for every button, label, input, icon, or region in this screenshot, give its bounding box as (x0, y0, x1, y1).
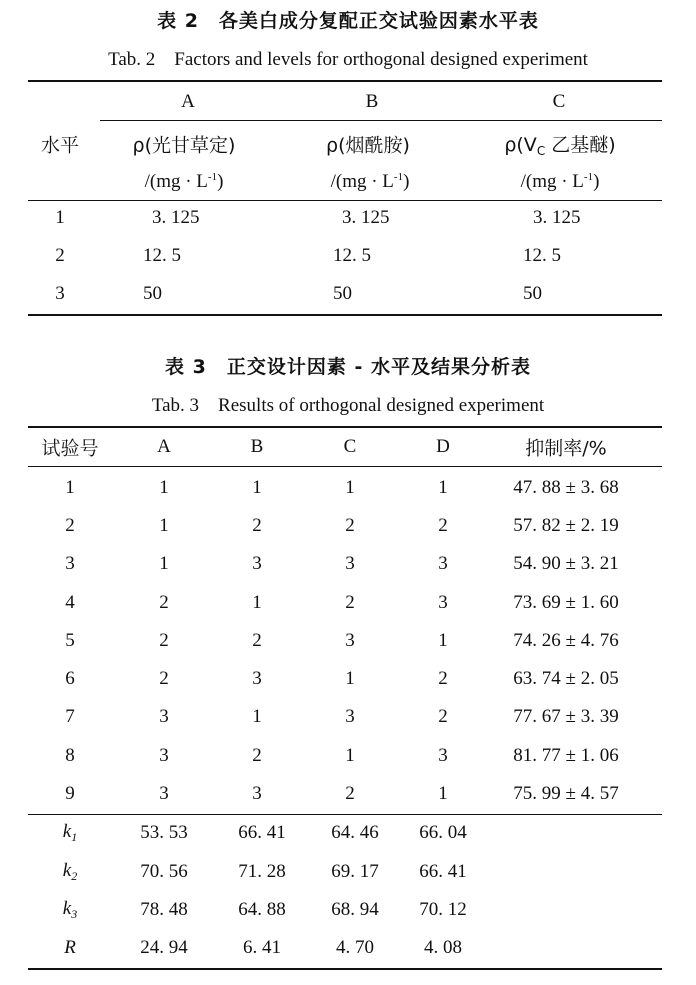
table3-stat-b: 71. 28 (238, 861, 286, 882)
table3-cell-b: 3 (252, 668, 262, 689)
table2-row3-level: 3 (55, 283, 65, 304)
table3-cell-a: 1 (159, 515, 169, 536)
table3-header-c: C (343, 436, 357, 457)
table3-stat-a: 70. 56 (140, 861, 188, 882)
table3-stats-rule (28, 814, 662, 815)
table3-cell-a: 1 (159, 477, 169, 498)
table3-cell-a: 2 (159, 668, 169, 689)
table2-factor-c-name: $\rho(V_C$ 乙基醚) (504, 134, 616, 158)
table3-header-trial: 试验号 (41, 437, 99, 460)
table3-stat-b: 66. 41 (238, 822, 286, 843)
table3-cell-trial: 7 (65, 706, 75, 727)
table3-cell-a: 2 (159, 592, 169, 613)
table3-cell-a: 1 (159, 553, 169, 574)
table3-header-rule (28, 466, 662, 467)
table3-top-rule (28, 426, 662, 428)
table3-title-en: Tab. 3 Results of orthogonal designed experiment (151, 395, 545, 416)
table3-cell-a: 3 (159, 745, 169, 766)
table3-cell-c: 3 (345, 630, 355, 651)
table3-header-a: A (157, 436, 171, 457)
table3-cell-a: 2 (159, 630, 169, 651)
table2-title-en: Tab. 2 Factors and levels for orthogonal designed experiment (108, 49, 588, 70)
table3-header-d: D (436, 436, 450, 457)
table2-row2-level: 2 (55, 245, 65, 266)
table3-stat-a: 53. 53 (140, 822, 188, 843)
table2-row1-c: 3. 125 (533, 207, 581, 228)
table3-cell-trial: 6 (65, 668, 75, 689)
table2-factor-c-unit: $/(mg \cdot L^{-1})$ (520, 171, 600, 192)
table3-cell-inhibition: 47. 88 ± 3. 68 (513, 477, 619, 498)
table3-stat-d: 70. 12 (419, 899, 467, 920)
table2-factor-c-letter: C (552, 91, 566, 112)
table3-cell-b: 1 (252, 592, 262, 613)
table3-cell-d: 1 (438, 477, 448, 498)
table3-cell-d: 2 (438, 668, 448, 689)
table2-factor-a-unit: $/(mg \cdot L^{-1})$ (144, 171, 224, 192)
table3-cell-inhibition: 75. 99 ± 4. 57 (513, 783, 619, 804)
table2-factor-b-unit: $/(mg \cdot L^{-1})$ (330, 171, 410, 192)
table3-cell-b: 2 (252, 630, 262, 651)
table2-row3-b: 50 (333, 283, 352, 304)
table2-header-rule (28, 200, 662, 201)
table2-row1-a: 3. 125 (152, 207, 200, 228)
table3-stat-label: $k_1$ (62, 821, 78, 844)
table3-cell-trial: 2 (65, 515, 75, 536)
table3-header-b: B (250, 436, 264, 457)
table3-bottom-rule (28, 968, 662, 970)
table3-cell-b: 2 (252, 515, 262, 536)
table2-row3-a: 50 (143, 283, 162, 304)
table3-cell-b: 2 (252, 745, 262, 766)
table2-row2-c: 12. 5 (523, 245, 561, 266)
table2-row-header: 水平 (40, 134, 80, 157)
table2-factor-a-name: ρ(光甘草定) (132, 134, 236, 157)
table3-cell-b: 1 (252, 706, 262, 727)
table3-cell-trial: 1 (65, 477, 75, 498)
table2-row2-b: 12. 5 (333, 245, 371, 266)
table3-stat-c: 4. 70 (336, 937, 374, 958)
table3-stat-a: 78. 48 (140, 899, 188, 920)
table3-cell-a: 3 (159, 706, 169, 727)
table3-cell-c: 1 (345, 668, 355, 689)
table3-cell-d: 2 (438, 515, 448, 536)
table3-stat-label: $k_2$ (62, 860, 78, 883)
table3-cell-c: 1 (345, 477, 355, 498)
table3-cell-inhibition: 81. 77 ± 1. 06 (513, 745, 619, 766)
table3-cell-inhibition: 63. 74 ± 2. 05 (513, 668, 619, 689)
table3-stat-c: 68. 94 (331, 899, 379, 920)
table3-cell-d: 3 (438, 553, 448, 574)
table3-cell-inhibition: 54. 90 ± 3. 21 (513, 553, 619, 574)
table3-stat-c: 64. 46 (331, 822, 379, 843)
table3-cell-trial: 8 (65, 745, 75, 766)
table3-cell-b: 3 (252, 553, 262, 574)
table3-stat-label: $k_3$ (62, 898, 78, 921)
table3-cell-d: 1 (438, 783, 448, 804)
table3-cell-c: 2 (345, 783, 355, 804)
table3-stat-d: 66. 41 (419, 861, 467, 882)
table3-cell-trial: 4 (65, 592, 75, 613)
table3-cell-trial: 9 (65, 783, 75, 804)
table3-cell-a: 3 (159, 783, 169, 804)
table3-header-inhibition: 抑制率/% (525, 437, 607, 460)
table3-cell-inhibition: 57. 82 ± 2. 19 (513, 515, 619, 536)
table3-stat-b: 6. 41 (243, 937, 281, 958)
table3-cell-c: 3 (345, 553, 355, 574)
table3-stat-d: 4. 08 (424, 937, 462, 958)
table2-row1-b: 3. 125 (342, 207, 390, 228)
table3-cell-d: 1 (438, 630, 448, 651)
table3-stat-c: 69. 17 (331, 861, 379, 882)
table2-factor-rule (100, 120, 662, 121)
table3-cell-d: 3 (438, 592, 448, 613)
table3-cell-b: 1 (252, 477, 262, 498)
table2-factor-a-letter: A (181, 91, 195, 112)
table2-row1-level: 1 (55, 207, 65, 228)
table3-cell-d: 2 (438, 706, 448, 727)
table2-row3-c: 50 (523, 283, 542, 304)
table2-bottom-rule (28, 314, 662, 316)
table2-title-cn: 表 2 各美白成分复配正交试验因素水平表 (157, 10, 539, 32)
table3-cell-c: 2 (345, 592, 355, 613)
table2-factor-b-letter: B (365, 91, 379, 112)
table3-cell-d: 3 (438, 745, 448, 766)
table3-cell-c: 1 (345, 745, 355, 766)
table3-cell-c: 2 (345, 515, 355, 536)
table3-stat-label: R (64, 937, 76, 958)
table3-cell-inhibition: 74. 26 ± 4. 76 (513, 630, 619, 651)
table3-cell-b: 3 (252, 783, 262, 804)
table3-cell-inhibition: 77. 67 ± 3. 39 (513, 706, 619, 727)
table3-cell-trial: 3 (65, 553, 75, 574)
table3-cell-c: 3 (345, 706, 355, 727)
table3-title-cn: 表 3 正交设计因素 - 水平及结果分析表 (165, 356, 531, 378)
table2-row2-a: 12. 5 (143, 245, 181, 266)
table3-stat-a: 24. 94 (140, 937, 188, 958)
table2-top-rule (28, 80, 662, 82)
table3-stat-b: 64. 88 (238, 899, 286, 920)
table3-cell-trial: 5 (65, 630, 75, 651)
table3-cell-inhibition: 73. 69 ± 1. 60 (513, 592, 619, 613)
table2-factor-b-name: ρ(烟酰胺) (326, 134, 410, 157)
table3-stat-d: 66. 04 (419, 822, 467, 843)
